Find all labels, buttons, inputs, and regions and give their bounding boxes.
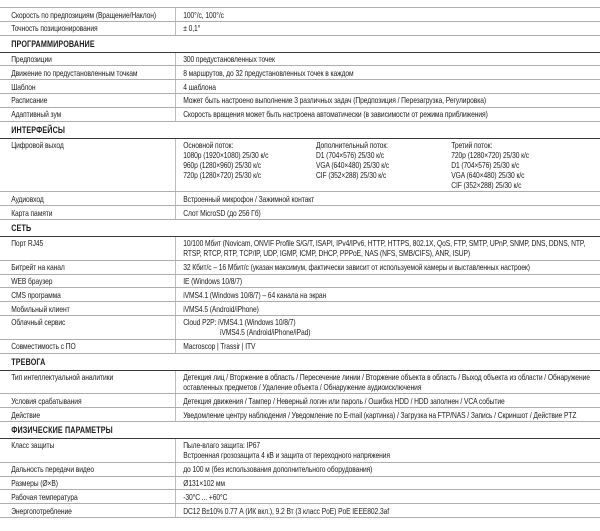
value-line: 720p (1280×720) 25/30 к/с [183, 170, 262, 181]
spec-value: 4 шаблона [183, 81, 216, 92]
spec-row [0, 316, 600, 340]
spec-row [0, 302, 600, 316]
spec-label: Мобильный клиент [0, 302, 176, 315]
section-header: ТРЕВОГА [0, 355, 600, 371]
spec-label: Облачный сервис [0, 316, 176, 339]
spec-row [0, 504, 600, 518]
value-line: Cloud P2P: iVMS4.1 (Windows 10/8/7) [183, 317, 296, 328]
spec-value: Macroscop | Trassir | ITV [183, 341, 256, 352]
value-line: 1080p (1920×1080) 25/30 к/с [183, 150, 269, 161]
spec-value: 32 Кбит/с – 16 Мбит/с (указан максимум, фактически зависит от используемой камеры и выставленных настроек) [183, 262, 530, 273]
spec-row [0, 53, 600, 67]
spec-value: iVMS4.5 (Android/iPhone) [183, 303, 259, 314]
spec-row [0, 206, 600, 220]
spec-section [0, 423, 600, 518]
value-line: 720p (1280×720) 25/30 к/с [451, 150, 530, 161]
spec-label: Расписание [0, 94, 176, 107]
value-line: 960p (1280×960) 25/30 к/с [183, 160, 262, 171]
spec-label: Цифровой выход [0, 139, 176, 192]
spec-label: Класс защиты [0, 439, 176, 462]
spec-label: Адаптивный зум [0, 108, 176, 121]
section-rows [0, 237, 600, 354]
spec-label: Действие [0, 408, 176, 421]
spec-label: Порт RJ45 [0, 237, 176, 260]
spec-value: Слот MicroSD (до 256 Гб) [183, 207, 261, 218]
value-line: Пыле-влаго защита: IP67 [183, 440, 261, 451]
stream-column [451, 140, 595, 190]
spec-value [176, 316, 600, 339]
section-rows [0, 139, 600, 220]
spec-label: Движение по предустановленным точкам [0, 66, 176, 79]
value-line: CIF (352×288) 25/30 к/с [316, 170, 387, 181]
stream-column [183, 140, 316, 190]
spec-value: DC12 В±10% 0.77 А (ИК вкл.), 9.2 Вт (3 класс PoE) PoE IEEE802.3af [183, 505, 390, 516]
spec-row [0, 108, 600, 122]
spec-label: Размеры (Ø×В) [0, 477, 176, 490]
spec-value: Скорость вращения может быть настроена автоматически (в зависимости от режима приближения) [183, 109, 488, 120]
value-line: VGA (640×480) 25/30 к/с [316, 160, 390, 171]
spec-value: Встроенный микрофон / Зажимной контакт [183, 193, 315, 204]
value-line: iVMS4.5 (Android/iPhone/iPad) [220, 327, 311, 338]
spec-row [0, 237, 600, 261]
spec-row [0, 192, 600, 206]
spec-label: Энергопотребление [0, 504, 176, 517]
spec-row [0, 477, 600, 491]
spec-row [0, 275, 600, 289]
spec-value: IE (Windows 10/8/7) [183, 276, 243, 287]
spec-row [0, 463, 600, 477]
section-rows [0, 7, 600, 36]
spec-row [0, 261, 600, 275]
spec-label: WEB браузер [0, 275, 176, 288]
section-rows [0, 371, 600, 422]
spec-value [176, 439, 600, 462]
spec-label: Совместимость с ПО [0, 340, 176, 353]
value-line: VGA (640×480) 25/30 к/с [451, 170, 525, 181]
spec-value: 8 маршрутов, до 32 предустановленных точек в каждом [183, 67, 354, 78]
spec-row [0, 408, 600, 422]
spec-label: Предпозиции [0, 53, 176, 66]
spec-label: Рабочая температура [0, 490, 176, 503]
value-line: Дополнительный поток: [316, 140, 388, 151]
spec-row [0, 490, 600, 504]
spec-value: Детекция лиц / Вторжение в область / Пересечение линии / Вторжение объекта в область / Выход объекта из области / Обнаружение оставленных предметов / Удаление объекта / Обнаружение аудиоисключения [183, 372, 590, 393]
spec-value: -30°C ... +60°C [183, 491, 228, 502]
spec-value: Детекция движения / Тампер / Неверный логин или пароль / Ошибка HDD / HDD заполнен / VCA событие [183, 395, 505, 406]
value-line: D1 (704×576) 25/30 к/с [316, 150, 385, 161]
spec-row [0, 22, 600, 36]
spec-label: Шаблон [0, 80, 176, 93]
spec-row [0, 94, 600, 108]
section-header: ИНТЕРФЕЙСЫ [0, 123, 600, 139]
spec-row [0, 288, 600, 302]
spec-label: Карта памяти [0, 206, 176, 219]
spec-value [176, 139, 600, 192]
value-line: D1 (704×576) 25/30 к/с [451, 160, 520, 171]
spec-value: Может быть настроено выполнение 3 различных задач (Предпозиция / Перезагрузка, Регулировка) [183, 95, 487, 106]
stream-column [316, 140, 451, 190]
spec-row [0, 371, 600, 395]
spec-value: 100°/с, 100°/с [183, 9, 224, 20]
section-rows [0, 439, 600, 518]
spec-row [0, 8, 600, 22]
value-line: CIF (352×288) 25/30 к/с [451, 180, 522, 191]
spec-row [0, 439, 600, 463]
spec-table [0, 7, 600, 518]
spec-value: Уведомление центру наблюдения / Уведомление по E-mail (картинка) / Загрузка на FTP/NAS / Запись / Скриншот / Действие PTZ [183, 409, 577, 420]
spec-value: 300 предустановленных точек [183, 54, 275, 65]
spec-label: CMS программа [0, 288, 176, 301]
spec-section [0, 37, 600, 122]
spec-value: Ø131×102 мм [183, 478, 225, 489]
spec-label: Скорость по предпозициям (Вращение/Наклон) [0, 8, 176, 21]
spec-label: Аудиовход [0, 192, 176, 205]
section-rows [0, 53, 600, 122]
spec-label: Битрейт на канал [0, 261, 176, 274]
value-line: Встроенная грозозащита 4 кВ и защита от переходного напряжения [183, 450, 390, 461]
value-line: Основной поток: [183, 140, 234, 151]
spec-section [0, 355, 600, 422]
spec-value: ± 0,1° [183, 23, 201, 34]
spec-value: до 100 м (без использования дополнительного оборудования) [183, 464, 373, 475]
spec-row [0, 66, 600, 80]
spec-row [0, 340, 600, 354]
spec-label: Точность позиционирования [0, 22, 176, 35]
spec-section [0, 123, 600, 220]
section-header: ФИЗИЧЕСКИЕ ПАРАМЕТРЫ [0, 423, 600, 439]
spec-value: 10/100 Мбит (Novicam, ONVIF Profile S/G/T, ISAPI, IPv4/IPv6, HTTP, HTTPS, 802.1X, QoS, FTP, SMTP, UPnP, SNMP, DNS, DDNS, NTP, RTSP, RTCP, RTP, TCP/IP, UDP, IGMP, ICMP, DHCP, PPPoE, NAS (NFS, SMB/CIFS), ANR, ISUP) [183, 238, 586, 259]
section-header: СЕТЬ [0, 221, 600, 237]
spec-section [0, 221, 600, 354]
spec-row [0, 394, 600, 408]
value-line: Третий поток: [451, 140, 493, 151]
spec-label: Дальность передачи видео [0, 463, 176, 476]
section-header: ПРОГРАММИРОВАНИЕ [0, 37, 600, 53]
spec-label: Условия срабатывания [0, 394, 176, 407]
spec-value: iVMS4.1 (Windows 10/8/7) – 64 канала на экран [183, 289, 327, 300]
spec-row [0, 139, 600, 193]
spec-section [0, 7, 600, 36]
spec-label: Тип интеллектуальной аналитики [0, 371, 176, 394]
spec-row [0, 80, 600, 94]
